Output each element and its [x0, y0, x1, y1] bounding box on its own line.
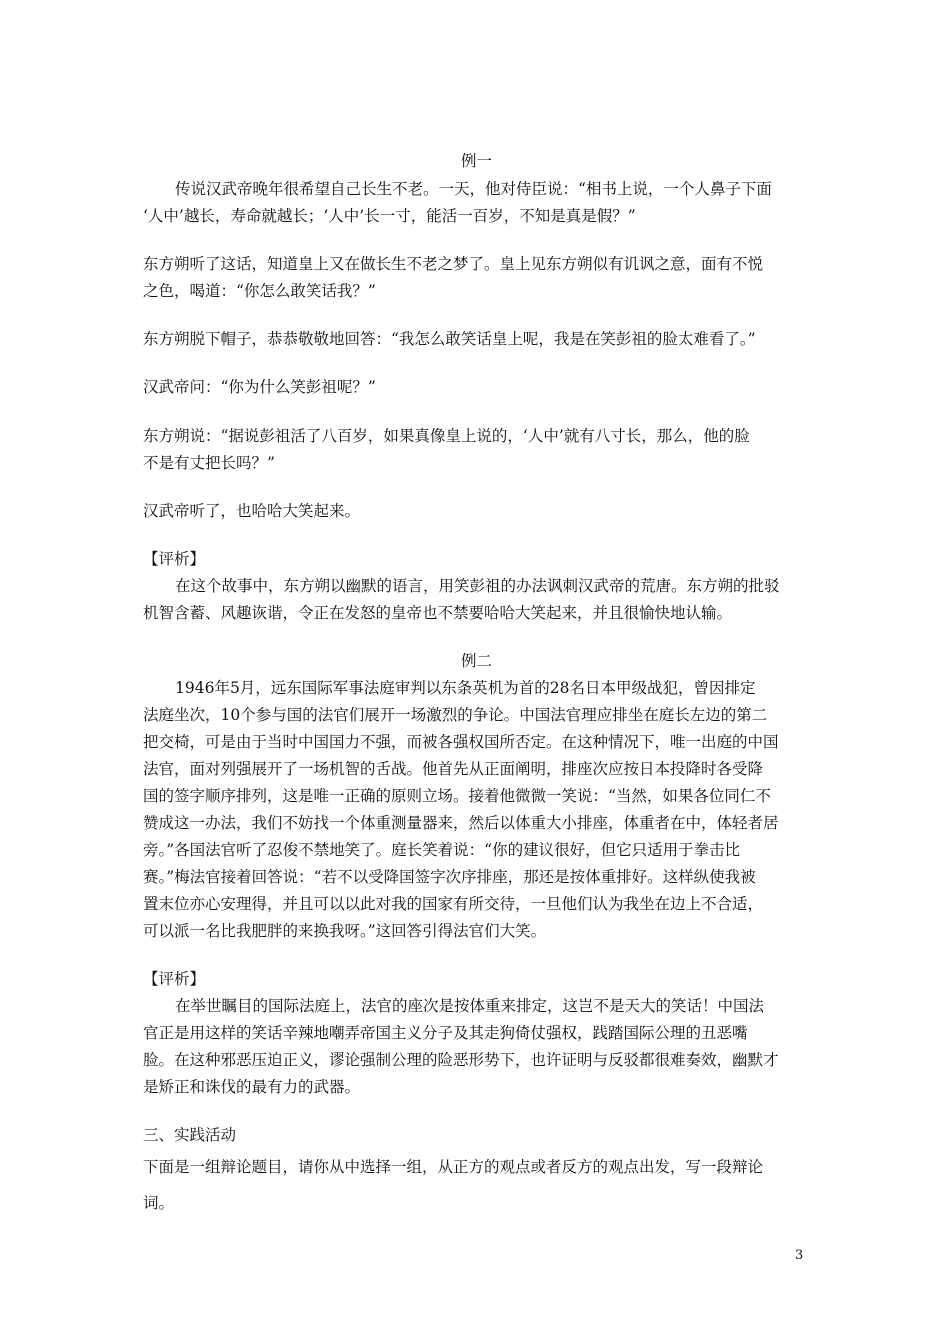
paragraph-line: 之色，喝道：“你怎么敢笑话我？”: [143, 282, 376, 300]
paragraph-line: 旁。”各国法官听了忍俊不禁地笑了。庭长笑着说：“你的建议很好，但它只适用于拳击比: [143, 841, 741, 859]
paragraph-line: 东方朔脱下帽子，恭恭敬敬地回答：“我怎么敢笑话皇上呢，我是在笑彭祖的脸太难看了。”: [143, 330, 756, 348]
paragraph-line: 机智含蓄、风趣诙谐，令正在发怒的皇帝也不禁要哈哈大笑起来，并且很愉快地认输。: [143, 604, 733, 622]
paragraph-line: 东方朔说：“据说彭祖活了八百岁，如果真像皇上说的，‘人中’就有八寸长，那么，他的脸: [143, 427, 750, 445]
paragraph-line: 下面是一组辩论题目，请你从中选择一组，从正方的观点或者反方的观点出发，写一段辩论: [143, 1158, 764, 1176]
paragraph-line: 1946年5月，远东国际军事法庭审判以东条英机为首的28名日本甲级战犯，曾因排定: [175, 679, 756, 697]
paragraph-line: 脸。在这种邪恶压迫正义，谬论强制公理的险恶形势下，也许证明与反驳都很难奏效，幽默才: [143, 1051, 779, 1069]
paragraph-line: 官正是用这样的笑话辛辣地嘲弄帝国主义分子及其走狗倚仗强权，践踏国际公理的丑恶嘴: [143, 1024, 748, 1042]
example-2-title: 例二: [460, 652, 492, 670]
paragraph-line: 传说汉武帝晚年很希望自己长生不老。一天，他对侍臣说：“相书上说，一个人鼻子下面: [175, 180, 772, 198]
paragraph-line: 法庭坐次，10个参与国的法官们展开一场激烈的争论。中国法官理应排坐在庭长左边的第二: [143, 706, 768, 724]
paragraph-line: 置末位亦心安理得，并且可以以此对我的国家有所交待，一旦他们认为我坐在边上不合适，: [143, 895, 764, 913]
paragraph-line: 汉武帝听了，也哈哈大笑起来。: [143, 502, 361, 520]
comment-label: 【评析】: [143, 550, 206, 568]
paragraph-line: 在这个故事中，东方朔以幽默的语言，用笑彭祖的办法讽刺汉武帝的荒唐。东方朔的批驳: [175, 577, 780, 595]
example-1-title: 例一: [460, 152, 492, 170]
paragraph-line: 赞成这一办法，我们不妨找一个体重测量器来，然后以体重大小排座，体重者在中，体轻者居: [143, 814, 779, 832]
section-3-title: 三、实践活动: [143, 1126, 237, 1144]
paragraph-line: 不是有丈把长吗？”: [143, 454, 275, 472]
paragraph-line: ‘人中’越长，寿命就越长；‘人中’长一寸，能活一百岁，不知是真是假？”: [143, 207, 636, 225]
paragraph-line: 赛。”梅法官接着回答说：“若不以受降国签字次序排座，那还是按体重排好。这样纵使我被: [143, 868, 756, 886]
paragraph-line: 法官，面对列强展开了一场机智的舌战。他首先从正面阐明，排座次应按日本投降时各受降: [143, 760, 764, 778]
page-number: 3: [795, 1248, 804, 1263]
paragraph-line: 东方朔听了这话，知道皇上又在做长生不老之梦了。皇上见东方朔似有讥讽之意，面有不悦: [143, 255, 764, 273]
paragraph-line: 可以派一名比我肥胖的来换我呀。”这回答引得法官们大笑。: [143, 922, 547, 940]
paragraph-line: 把交椅，可是由于当时中国国力不强，而被各强权国所否定。在这种情况下，唯一出庭的中国: [143, 733, 779, 751]
paragraph-line: 词。: [143, 1194, 175, 1212]
paragraph-line: 国的签字顺序排列，这是唯一正确的原则立场。接着他微微一笑说：“当然，如果各位同仁不: [143, 787, 771, 805]
comment-label: 【评析】: [143, 970, 206, 988]
paragraph-line: 汉武帝问：“你为什么笑彭祖呢？”: [143, 378, 376, 396]
paragraph-line: 是矫正和诛伐的最有力的武器。: [143, 1078, 361, 1096]
paragraph-line: 在举世瞩目的国际法庭上，法官的座次是按体重来排定，这岂不是天大的笑话！中国法: [175, 997, 765, 1015]
